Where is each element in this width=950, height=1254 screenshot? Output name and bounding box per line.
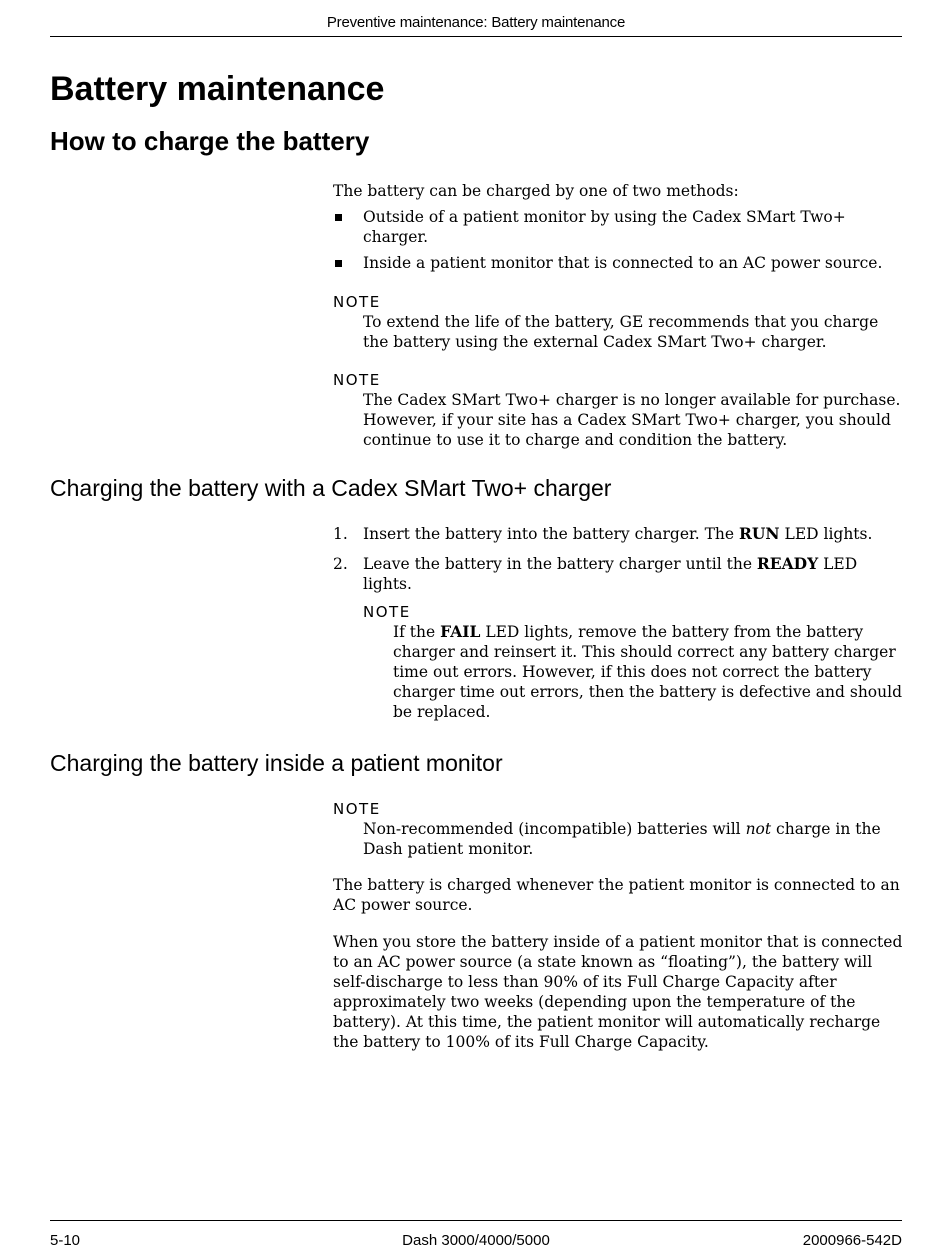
- step-text: LED lights.: [363, 555, 858, 593]
- page-number: 5-10: [50, 1232, 81, 1249]
- step-2-note: [333, 602, 903, 722]
- emphasis-not: not: [745, 820, 772, 838]
- step-1: [333, 524, 903, 544]
- step-number: 1.: [333, 525, 348, 543]
- note-2: [333, 370, 903, 450]
- square-bullet-icon: [335, 214, 342, 221]
- note-text: Non-recommended (incompatible) batteries will not charge in the Dash patient monitor.: [363, 820, 881, 858]
- note-text: The Cadex SMart Two+ charger is no longer available for purchase. However, if your site has a Cadex SMart Two+ charger, you should continue to use it to charge and condition the battery.: [363, 391, 901, 449]
- footer-rule: [50, 1220, 902, 1221]
- section-heading-cadex: Charging the battery with a Cadex SMart Two+ charger: [50, 475, 612, 501]
- step-2: [333, 554, 903, 594]
- step-number: 2.: [333, 555, 348, 573]
- intro-block: [333, 181, 903, 273]
- bullet-text: Inside a patient monitor that is connected to an AC power source.: [363, 254, 883, 272]
- monitor-paragraph-1: [333, 875, 903, 915]
- page-subtitle: How to charge the battery: [50, 126, 370, 156]
- document-number: 2000966-542D: [802, 1232, 902, 1249]
- monitor-paragraph-2: [333, 932, 903, 1052]
- square-bullet-icon: [335, 260, 342, 267]
- run-led-label: RUN: [739, 524, 780, 543]
- product-name: Dash 3000/4000/5000: [402, 1232, 550, 1249]
- bullet-text: Outside of a patient monitor by using the Cadex SMart Two+ charger.: [363, 208, 846, 246]
- intro-lead: The battery can be charged by one of two methods:: [333, 182, 739, 200]
- running-header: Preventive maintenance: Battery maintenance: [326, 14, 626, 31]
- paragraph: The battery is charged whenever the patient monitor is connected to an AC power source.: [333, 876, 900, 914]
- ready-led-label: READY: [756, 554, 819, 573]
- footer: [50, 1232, 902, 1252]
- section-heading-monitor: Charging the battery inside a patient monitor: [50, 750, 503, 776]
- list-item: [333, 207, 903, 247]
- note-3: [333, 799, 903, 859]
- list-item: [333, 253, 903, 273]
- cadex-steps: [333, 524, 903, 722]
- header-rule: [50, 36, 902, 37]
- step-text: Leave the battery in the battery charger until the: [363, 555, 757, 573]
- note-label: NOTE: [363, 603, 411, 621]
- note-text: To extend the life of the battery, GE recommends that you charge the battery using the external Cadex SMart Two+ charger.: [363, 313, 879, 351]
- note-label: NOTE: [333, 371, 381, 389]
- page-title: Battery maintenance: [50, 70, 385, 108]
- note-text: If the FAIL LED lights, remove the battery from the battery charger and reinsert it. This should correct any battery charger time out errors. However, if this does not correct the battery charger time out errors, then the battery is defective and should be replaced.: [393, 622, 903, 721]
- note-label: NOTE: [333, 800, 381, 818]
- step-text: Insert the battery into the battery charger. The: [363, 525, 740, 543]
- paragraph: When you store the battery inside of a patient monitor that is connected to an AC power source (a state known as “floating”), the battery will self-discharge to less than 90% of its Full Charge Capacity after approximately two weeks (depending upon the temperature of the battery). At this time, the patient monitor will automatically recharge the battery to 100% of its Full Charge Capacity.: [333, 933, 903, 1051]
- note-label: NOTE: [333, 293, 381, 311]
- fail-led-label: FAIL: [440, 622, 481, 641]
- step-text: LED lights.: [779, 525, 873, 543]
- note-1: [333, 292, 903, 352]
